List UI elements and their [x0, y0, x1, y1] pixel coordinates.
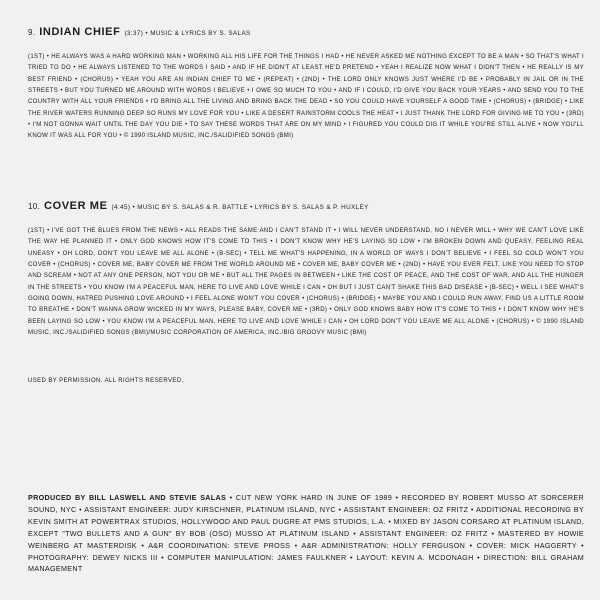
- production-credits: [28, 492, 584, 575]
- song-title: COVER ME: [44, 200, 108, 212]
- song-credits: (4:45) • MUSIC BY S. SALAS & R. BATTLE • LYRICS BY S. SALAS & P. HUXLEY: [111, 204, 369, 211]
- song-indian-chief: [28, 26, 584, 143]
- song-lyrics: (1ST) • I'VE GOT THE BLUES FROM THE NEWS • ALL READS THE SAME AND I CAN'T STAND IT • I WILL NEVER UNDERSTAND, NO I NEVER WILL • WHY WE CAN'T LOVE LIKE THE WAY HE PLANNED IT • ONLY GOD KNOWS HOW IT'S COME TO THIS • I DON'T KNOW WHY HE'S LAYING SO LOW • I'M BROKEN DOWN AND QUEASY, FEELING REAL UNEASY • OH LORD, DON'T YOU LEAVE ME ALL ALONE • (B-SEC) • TELL ME WHAT'S HAPPENING, IN A WORLD OF WAYS I DON'T BELIEVE • I FEEL SO COLD WON'T YOU COVER • (CHORUS) • COVER ME, BABY COVER ME FROM THE WORLD AROUND ME • COVER ME, BABY COVER ME • (2ND) • HAVE YOU EVER FELT, LIKE YOU NEED TO STOP AND SCREAM • NOT AT ANY ONE PERSON, NOT YOU OR ME • BUT ALL THE PAGES IN BETWEEN • LIKE THE COST OF PEACE, AND THE COST OF WAR, AND ALL THE HUNGER IN THE STREETS • YOU KNOW I'M A PEACEFUL MAN, HERE TO LIVE AND LOVE WHILE I CAN • OH BUT I JUST CAN'T SHAKE THIS BAD DISEASE • (B-SEC) • WELL I SEE WHAT'S GOING DOWN, HATRED PUSHING LOVE AROUND • I FEEL ALONE WON'T YOU COVER • (CHORUS) • (BRIDGE) • MAYBE YOU AND I COULD RUN AWAY, FIND US A LITTLE ROOM TO BREATHE • DON'T WANNA GROW WICKED IN MY WAYS, PLEASE BABY, COVER ME • (3RD) • ONLY GOD KNOWS BABY HOW IT'S COME TO THIS • I DON'T KNOW WHY HE'S BEEN LAYING SO LOW • YOU KNOW I'M A PEACEFUL MAN, HERE TO LIVE AND LOVE WHILE I CAN • OH LORD DON'T YOU LEAVE ME ALL ALONE • (CHORUS) • © 1990 ISLAND MUSIC, INC./SALIDIFIED SONGS (BMI)/MUSIC CORPORATION OF AMERICA, INC./BIG GROOVY MUSIC (BMI): [28, 228, 584, 337]
- track-number: 10.: [28, 202, 41, 211]
- song-lyrics: (1ST) • HE ALWAYS WAS A HARD WORKING MAN • WORKING ALL HIS LIFE FOR THE THINGS I HAD • HE NEVER ASKED ME NOTHING EXCEPT TO BE A MAN • SO THAT'S WHAT I TRIED TO DO • HE ALWAYS LISTENED TO THE WORDS I SAID • AND IF HE DIDN'T AT LEAST HE'D PRETEND • YEAH I REALIZE NOW WHAT I DIDN'T THEN • HE REALLY IS MY BEST FRIEND • (CHORUS) • YEAH YOU ARE AN INDIAN CHIEF TO ME • (REPEAT) • (2ND) • THE LORD ONLY KNOWS JUST WHERE I'D BE • PROBABLY IN JAIL OR IN THE STREETS • BUT YOU TURNED ME AROUND WITH WORDS I BELIEVE • I OWE SO MUCH TO YOU • AND IF I COULD, I'D GIVE YOU BACK YOUR YEARS • AND SEND YOU TO THE COUNTRY WITH ALL YOUR FRIENDS • I'D BRING ALL THE LIVING AND BRING BACK THE DEAD • SO YOU COULD HAVE YOURSELF A GOOD TIME • (CHORUS) • (BRIDGE) • LIKE THE RIVER WATERS RUNNING DEEP SO RUNS MY LOVE FOR YOU • LIKE A DESERT RAINSTORM COOLS THE HEAT • I JUST THANK THE LORD FOR GIVING ME TO YOU • (3RD) • I'M NOT GONNA WAIT UNTIL THE DAY YOU DIE • TO SAY THESE WORDS THAT ARE ON MY MIND • I FIGURED YOU COULD DIG IT WHILE YOU'RE STILL ALIVE • NOW YOU'LL KNOW IT WAS ALL FOR YOU • © 1990 ISLAND MUSIC, INC./SALIDIFIED SONGS (BMI): [28, 54, 584, 140]
- permission-notice: USED BY PERMISSION. ALL RIGHTS RESERVED.: [28, 378, 184, 384]
- song-title: INDIAN CHIEF: [39, 26, 121, 38]
- song-credits: (3:37) • MUSIC & LYRICS BY S. SALAS: [124, 30, 251, 37]
- track-number: 9.: [28, 28, 36, 37]
- song-header: [28, 26, 584, 38]
- song-header: [28, 200, 584, 212]
- song-cover-me: [28, 200, 584, 339]
- credits-body: • CUT NEW YORK HARD IN JUNE OF 1989 • RECORDED BY ROBERT MUSSO AT SORCERER SOUND, NYC • ASSISTANT ENGINEER: JUDY KIRSCHNER, PLATINUM ISLAND, NYC • ASSISTANT ENGINEER: OZ FRITZ • ADDITIONAL RECORDING BY KEVIN SMITH AT POWERTRAX STUDIOS, HOLLYWOOD AND PAUL DUGRE AT PMS STUDIOS, L.A. • MIXED BY JASON CORSARO AT PLATINUM ISLAND, EXCEPT "TWO BULLETS AND A GUN" BY BOB (OSO) MUSSO AT PLATINUM ISLAND • ASSISTANT ENGINEER: OZ FRITZ • MASTERED BY HOWIE WEINBERG AT MASTERDISK • A&R COORDINATION: STEVE PROSS • A&R ADMINISTRATION: HOLLY FERGUSON • COVER: MICK HAGGERTY • PHOTOGRAPHY: DEWEY NICKS III • COMPUTER MANIPULATION: JAMES FAULKNER • LAYOUT: KEVIN A. MCDONAGH • DIRECTION: BILL GRAHAM MANAGEMENT: [28, 493, 585, 574]
- producers-credit: PRODUCED BY BILL LASWELL AND STEVIE SALAS: [28, 493, 227, 502]
